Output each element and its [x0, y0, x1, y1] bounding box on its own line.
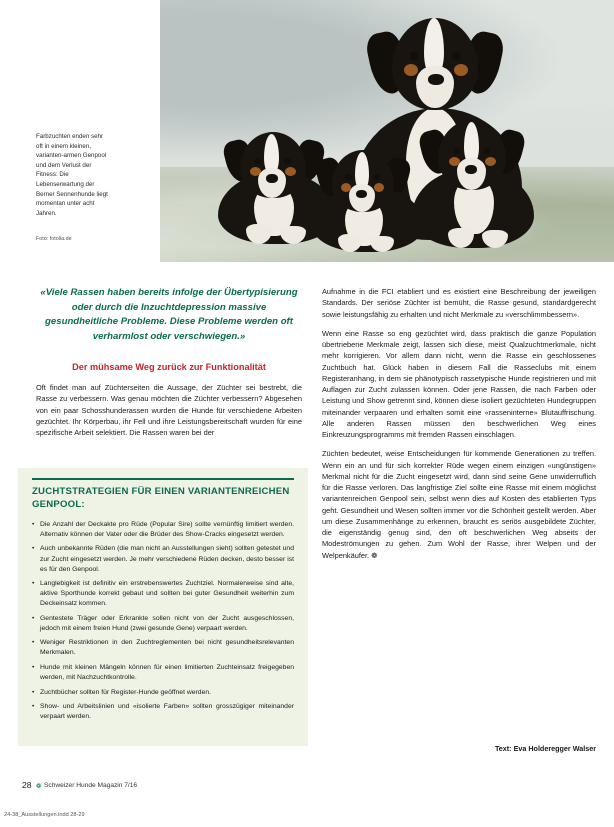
box-top-rule	[32, 478, 294, 480]
dog-photo	[160, 0, 614, 262]
list-item: • Langlebigkeit ist definitiv ein erstrebenswertes Zuchtziel. Normalerweise sind alte, aktive Sporthunde korrekt gebaut und sollten bei guter Gesundheit weiterhin zum Deckeinsatz kommen.	[32, 579, 294, 609]
dog-nose	[428, 74, 444, 85]
right-column-paragraph: Züchten bedeutet, weise Entscheidungen für kommende Generationen zu treffen. Wenn ein an und für sich korrekter Rüde wegen einem einzigen «ungünstigen» Merkmal nicht für die Zucht eingesetzt wird, dann sind seine Gene unwiderruflich für die Rasse verloren. Das langfristige Ziel sollte eine Rasse mit einem möglichst variantenreichen Genpool sein, selbst wenn dies auf Kosten des etablierten Typs geht. Gesundheit und Wesen sollten immer vor die Schönheit gestellt werden. Aber um diese Zusammenhänge zu erkennen, braucht es seriös ausgebildete Züchter, die eigenständig genug sind, den oft beschwerlichen Weg abseits der Modeströmungen zu gehen. Zum Wohl der Rasse, ihrer Welpen und der Welpenkäufer. ❁	[322, 449, 596, 560]
box-list	[32, 520, 294, 722]
list-item: • Weniger Restriktionen in den Zuchtreglementen bei nicht gesundheitsrelevanten Merkmalen.	[32, 638, 294, 658]
flower-icon: ❁	[36, 783, 42, 790]
left-column-paragraph: Oft findet man auf Züchterseiten die Aussage, der Züchter sei bestrebt, die Rasse zu verbessern. Was genau möchten die Züchter verbessern? Abgesehen von ein paar Schosshunderassen wurden die Hunde für verschiedene Arbeiten gezüchtet. Ihr Körperbau, ihr Fell und ihre Leistungsbereitschaft wurden für eine spezifische Arbeit selektiert. Die Rassen waren bei der	[36, 383, 302, 437]
list-item: • Show- und Arbeitslinien und «isolierte Farben» sollten grosszügiger miteinander verpaart werden.	[32, 702, 294, 722]
photo-credit: Foto: fotolia.de	[36, 236, 72, 242]
box-title: ZUCHTSTRATEGIEN FÜR EINEN VARIANTENREICHEN GENPOOL:	[32, 486, 290, 510]
puppy-eye-right	[373, 174, 380, 180]
article-byline: Text: Eva Holderegger Walser	[494, 744, 596, 753]
list-item: • Die Anzahl der Deckakte pro Rüde (Popular Sire) sollte vernünftig limitiert werden. Alternativ können der Vater oder die Brüder des Show-Cracks eingesetzt werden.	[32, 520, 294, 540]
puppy-nose	[465, 165, 477, 174]
print-file-mark: 24-38_Ausstellungen.indd 28-29	[4, 812, 85, 818]
right-column-paragraph: Wenn eine Rasse so eng gezüchtet wird, dass praktisch die ganze Population übertriebene Merkmale zeigt, lassen sich diese, meist Qualzuchtmerkmale, nicht mehr korrigieren. Vor allem dann nicht, wenn die Rasse ein geschlossenes Zuchtbuch hat. Glück haben in diesem Fall die Rasseclubs mit einem Registeranhang, in dem sie phänotypisch rassetypische Hunde registrieren und mit Auflagen zur Zucht zulassen können. Oder jene Rassen, die nach Farben oder Leistung und Show getrennt sind, können diese isoliert gezüchteten Hundegruppen miteinander verpaaren und erhalten somit eine «rasseninterne» Blutauffrischung. Alle anderen Rassen müssen den beschwerlichen Weg eines Einkreuzungsprogramms mit fremden Rassen einschlagen.	[322, 328, 596, 439]
list-item: • Auch unbekannte Rüden (die man nicht an Ausstellungen sieht) sollten getestet und zur Zucht eingesetzt werden. Je mehr verschiedene Rüden decken, desto besser ist es für den Genpool.	[32, 544, 294, 574]
list-item: • Hunde mit kleinen Mängeln können für einen limitierten Zuchteinsatz freigegeben werden, mit Nachzuchtkontrolle.	[32, 663, 294, 683]
puppy-right-figure	[412, 120, 534, 248]
photo-caption: Farbzuchten enden sehr oft in einem kleinen, varianten-armen Genpool und dem Verlust der Fitness: Die Lebenserwartung der Berner Sennenhunde liegt momentan unter acht Jahren.	[36, 133, 108, 217]
puppy-tan-right	[485, 157, 496, 166]
breeding-strategies-box	[18, 468, 308, 746]
photo-block	[0, 0, 614, 262]
list-item: • Gentestete Träger oder Erkrankte sollen nicht von der Zucht ausgeschlossen, jedoch mit einem freien Hund (zwei gesunde Gene) verpaart werden.	[32, 614, 294, 634]
dog-tan-left	[404, 64, 418, 76]
puppy-eye-left	[254, 158, 261, 164]
left-column-body	[36, 382, 302, 443]
pull-quote: «Viele Rassen haben bereits infolge der Übertypisierung oder durch die Inzuchtdepression massive gesundheitliche Probleme. Diese Probleme werden oft verharmlost oder verschwiegen.»	[40, 287, 298, 342]
puppy-nose	[356, 190, 367, 198]
puppy-eye-left	[453, 148, 460, 154]
dog-eye-left	[410, 52, 419, 60]
page-number: 28	[22, 780, 32, 790]
puppy-nose	[266, 174, 278, 183]
dog-tan-right	[454, 64, 468, 76]
list-item: • Zuchtbücher sollten für Register-Hunde geöffnet werden.	[32, 688, 294, 698]
puppy-tan-right	[285, 167, 296, 176]
right-column-body	[322, 286, 596, 569]
puppy-eye-right	[284, 158, 291, 164]
right-column-paragraph: Aufnahme in die FCI etabliert und es existiert eine Beschreibung der jeweiligen Standards. Der seriöse Züchter ist bemüht, die Rasse gesund, standardgerecht sowie leistungsfähig zu erhalten und nicht Merkmale zu «verschlimmbessern».	[322, 287, 596, 319]
puppy-middle-figure	[312, 150, 424, 252]
dog-eye-right	[452, 52, 461, 60]
puppy-tan-right	[374, 183, 384, 192]
publication-name: Schweizer Hunde Magazin 7/16	[44, 782, 138, 789]
puppy-eye-right	[484, 148, 491, 154]
section-subheading: Der mühsame Weg zurück zur Funktionalität	[72, 362, 266, 372]
puppy-eye-left	[345, 174, 352, 180]
